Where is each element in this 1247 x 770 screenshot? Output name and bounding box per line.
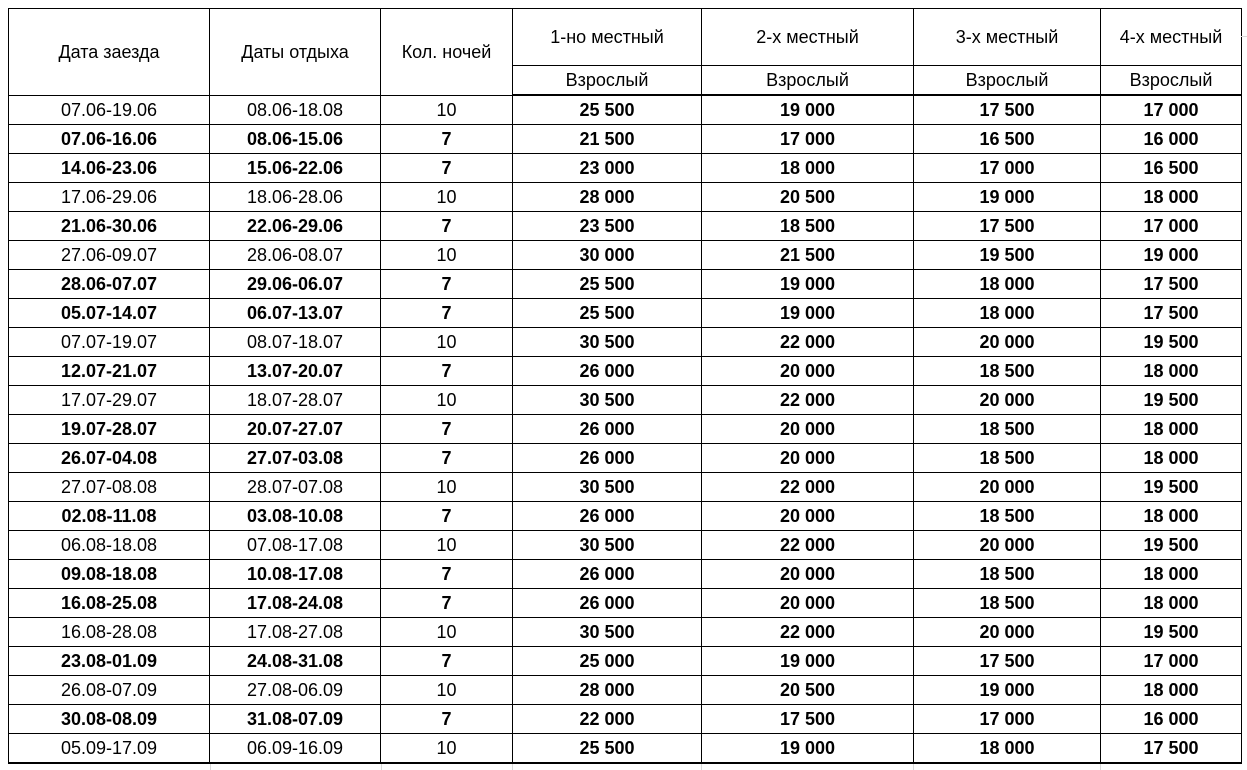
cell-date-in: 07.06-16.06 <box>9 125 210 154</box>
cell-price-double: 18 000 <box>702 154 914 183</box>
cell-price-triple: 18 000 <box>914 270 1101 299</box>
cell-price-double: 19 000 <box>702 270 914 299</box>
cell-price-double: 20 000 <box>702 560 914 589</box>
cell-date-in: 19.07-28.07 <box>9 415 210 444</box>
cell-rest-dates: 27.07-03.08 <box>210 444 381 473</box>
cell-price-quad: 16 000 <box>1101 125 1242 154</box>
cell-rest-dates: 29.06-06.07 <box>210 270 381 299</box>
cell-price-quad: 19 500 <box>1101 531 1242 560</box>
header-double: 2-х местный <box>702 9 914 66</box>
cell-price-single: 23 500 <box>513 212 702 241</box>
price-table <box>8 8 1242 764</box>
sheet-gridline <box>381 764 382 770</box>
cell-nights: 7 <box>381 125 513 154</box>
cell-date-in: 05.07-14.07 <box>9 299 210 328</box>
cell-nights: 7 <box>381 705 513 734</box>
sheet-gridline <box>1100 764 1101 770</box>
cell-price-single: 30 500 <box>513 531 702 560</box>
table-row <box>9 95 1242 125</box>
cell-price-triple: 16 500 <box>914 125 1101 154</box>
cell-price-triple: 20 000 <box>914 531 1101 560</box>
table-row <box>9 531 1242 560</box>
cell-rest-dates: 20.07-27.07 <box>210 415 381 444</box>
cell-price-quad: 17 000 <box>1101 95 1242 125</box>
cell-price-triple: 17 000 <box>914 705 1101 734</box>
cell-price-single: 21 500 <box>513 125 702 154</box>
cell-price-triple: 20 000 <box>914 328 1101 357</box>
cell-rest-dates: 28.07-07.08 <box>210 473 381 502</box>
cell-date-in: 26.08-07.09 <box>9 676 210 705</box>
cell-rest-dates: 15.06-22.06 <box>210 154 381 183</box>
cell-nights: 10 <box>381 241 513 270</box>
cell-rest-dates: 27.08-06.09 <box>210 676 381 705</box>
cell-price-triple: 18 500 <box>914 589 1101 618</box>
header-date-in: Дата заезда <box>9 9 210 96</box>
cell-price-single: 25 500 <box>513 270 702 299</box>
cell-price-single: 23 000 <box>513 154 702 183</box>
cell-price-triple: 20 000 <box>914 473 1101 502</box>
cell-price-double: 20 000 <box>702 357 914 386</box>
cell-nights: 10 <box>381 328 513 357</box>
cell-rest-dates: 17.08-27.08 <box>210 618 381 647</box>
cell-price-triple: 18 000 <box>914 299 1101 328</box>
cell-price-triple: 17 500 <box>914 212 1101 241</box>
cell-price-quad: 17 500 <box>1101 299 1242 328</box>
cell-nights: 7 <box>381 212 513 241</box>
cell-price-double: 19 000 <box>702 734 914 764</box>
cell-price-quad: 19 500 <box>1101 473 1242 502</box>
cell-date-in: 09.08-18.08 <box>9 560 210 589</box>
cell-price-double: 22 000 <box>702 473 914 502</box>
cell-rest-dates: 08.07-18.07 <box>210 328 381 357</box>
cell-price-triple: 20 000 <box>914 386 1101 415</box>
cell-price-single: 25 500 <box>513 95 702 125</box>
cell-rest-dates: 07.08-17.08 <box>210 531 381 560</box>
table-row <box>9 299 1242 328</box>
cell-price-double: 19 000 <box>702 299 914 328</box>
cell-date-in: 07.06-19.06 <box>9 95 210 125</box>
cell-price-quad: 17 500 <box>1101 734 1242 764</box>
cell-price-double: 20 500 <box>702 676 914 705</box>
cell-price-double: 22 000 <box>702 531 914 560</box>
cell-price-double: 17 000 <box>702 125 914 154</box>
cell-nights: 7 <box>381 154 513 183</box>
cell-rest-dates: 08.06-15.06 <box>210 125 381 154</box>
cell-price-quad: 18 000 <box>1101 183 1242 212</box>
cell-rest-dates: 28.06-08.07 <box>210 241 381 270</box>
cell-nights: 7 <box>381 415 513 444</box>
table-row <box>9 560 1242 589</box>
cell-price-quad: 19 500 <box>1101 386 1242 415</box>
cell-price-single: 26 000 <box>513 357 702 386</box>
table-row <box>9 125 1242 154</box>
table-row <box>9 357 1242 386</box>
cell-price-quad: 17 000 <box>1101 212 1242 241</box>
cell-date-in: 16.08-25.08 <box>9 589 210 618</box>
cell-price-quad: 18 000 <box>1101 415 1242 444</box>
cell-nights: 10 <box>381 183 513 212</box>
table-row <box>9 589 1242 618</box>
table-row <box>9 473 1242 502</box>
sheet-gridline <box>1241 36 1247 37</box>
header-single: 1-но местный <box>513 9 702 66</box>
cell-price-single: 25 000 <box>513 647 702 676</box>
cell-price-double: 20 000 <box>702 589 914 618</box>
cell-nights: 7 <box>381 299 513 328</box>
table-row <box>9 328 1242 357</box>
cell-rest-dates: 18.07-28.07 <box>210 386 381 415</box>
table-row <box>9 647 1242 676</box>
header-adult-quad: Взрослый <box>1101 66 1242 96</box>
cell-date-in: 14.06-23.06 <box>9 154 210 183</box>
cell-price-single: 30 500 <box>513 473 702 502</box>
sheet-gridline <box>512 764 513 770</box>
sheet-gridline <box>701 764 702 770</box>
cell-price-single: 30 500 <box>513 618 702 647</box>
cell-rest-dates: 17.08-24.08 <box>210 589 381 618</box>
cell-price-triple: 18 500 <box>914 415 1101 444</box>
header-rest-dates: Даты отдыха <box>210 9 381 96</box>
cell-price-quad: 18 000 <box>1101 560 1242 589</box>
table-row <box>9 618 1242 647</box>
table-row <box>9 705 1242 734</box>
cell-price-quad: 18 000 <box>1101 444 1242 473</box>
cell-price-single: 30 000 <box>513 241 702 270</box>
cell-price-double: 21 500 <box>702 241 914 270</box>
cell-price-single: 22 000 <box>513 705 702 734</box>
table-row <box>9 241 1242 270</box>
cell-price-triple: 18 500 <box>914 444 1101 473</box>
cell-price-quad: 18 000 <box>1101 357 1242 386</box>
cell-price-double: 20 000 <box>702 444 914 473</box>
table-row <box>9 386 1242 415</box>
cell-date-in: 07.07-19.07 <box>9 328 210 357</box>
cell-price-triple: 18 500 <box>914 502 1101 531</box>
cell-nights: 7 <box>381 444 513 473</box>
header-adult-single: Взрослый <box>513 66 702 96</box>
cell-price-double: 19 000 <box>702 95 914 125</box>
cell-nights: 7 <box>381 357 513 386</box>
cell-price-quad: 19 000 <box>1101 241 1242 270</box>
price-table-frame <box>8 8 1242 764</box>
header-nights: Кол. ночей <box>381 9 513 96</box>
cell-price-double: 22 000 <box>702 328 914 357</box>
cell-date-in: 23.08-01.09 <box>9 647 210 676</box>
cell-rest-dates: 06.09-16.09 <box>210 734 381 764</box>
cell-price-double: 22 000 <box>702 386 914 415</box>
cell-price-single: 28 000 <box>513 676 702 705</box>
cell-nights: 10 <box>381 618 513 647</box>
cell-price-triple: 17 500 <box>914 647 1101 676</box>
cell-price-quad: 17 500 <box>1101 270 1242 299</box>
cell-date-in: 17.06-29.06 <box>9 183 210 212</box>
cell-rest-dates: 08.06-18.08 <box>210 95 381 125</box>
cell-price-double: 19 000 <box>702 647 914 676</box>
cell-date-in: 16.08-28.08 <box>9 618 210 647</box>
cell-price-quad: 18 000 <box>1101 589 1242 618</box>
cell-price-triple: 17 500 <box>914 95 1101 125</box>
cell-price-triple: 20 000 <box>914 618 1101 647</box>
cell-date-in: 06.08-18.08 <box>9 531 210 560</box>
cell-price-quad: 16 500 <box>1101 154 1242 183</box>
cell-date-in: 27.06-09.07 <box>9 241 210 270</box>
cell-rest-dates: 13.07-20.07 <box>210 357 381 386</box>
header-adult-triple: Взрослый <box>914 66 1101 96</box>
table-row <box>9 183 1242 212</box>
header-adult-double: Взрослый <box>702 66 914 96</box>
table-row <box>9 676 1242 705</box>
sheet-gridline <box>210 764 211 770</box>
cell-rest-dates: 18.06-28.06 <box>210 183 381 212</box>
cell-price-triple: 18 500 <box>914 357 1101 386</box>
table-row <box>9 270 1242 299</box>
cell-date-in: 05.09-17.09 <box>9 734 210 764</box>
cell-price-double: 22 000 <box>702 618 914 647</box>
cell-price-double: 18 500 <box>702 212 914 241</box>
cell-price-single: 26 000 <box>513 415 702 444</box>
header-row <box>9 9 1242 66</box>
cell-price-single: 25 500 <box>513 299 702 328</box>
cell-price-triple: 17 000 <box>914 154 1101 183</box>
cell-date-in: 26.07-04.08 <box>9 444 210 473</box>
cell-price-quad: 18 000 <box>1101 502 1242 531</box>
cell-price-single: 26 000 <box>513 502 702 531</box>
cell-nights: 7 <box>381 647 513 676</box>
cell-price-triple: 19 000 <box>914 676 1101 705</box>
table-row <box>9 734 1242 764</box>
cell-price-quad: 19 500 <box>1101 328 1242 357</box>
cell-nights: 7 <box>381 502 513 531</box>
cell-price-single: 26 000 <box>513 444 702 473</box>
header-triple: 3-х местный <box>914 9 1101 66</box>
cell-nights: 7 <box>381 270 513 299</box>
table-row <box>9 502 1242 531</box>
cell-nights: 7 <box>381 560 513 589</box>
cell-price-single: 26 000 <box>513 589 702 618</box>
cell-date-in: 30.08-08.09 <box>9 705 210 734</box>
cell-price-triple: 19 000 <box>914 183 1101 212</box>
cell-nights: 10 <box>381 95 513 125</box>
cell-price-triple: 19 500 <box>914 241 1101 270</box>
cell-price-quad: 18 000 <box>1101 676 1242 705</box>
cell-price-double: 17 500 <box>702 705 914 734</box>
cell-nights: 10 <box>381 386 513 415</box>
cell-rest-dates: 06.07-13.07 <box>210 299 381 328</box>
cell-date-in: 28.06-07.07 <box>9 270 210 299</box>
cell-nights: 7 <box>381 589 513 618</box>
cell-rest-dates: 22.06-29.06 <box>210 212 381 241</box>
cell-price-quad: 17 000 <box>1101 647 1242 676</box>
table-row <box>9 444 1242 473</box>
cell-price-triple: 18 500 <box>914 560 1101 589</box>
table-row <box>9 415 1242 444</box>
table-row <box>9 212 1242 241</box>
cell-price-single: 28 000 <box>513 183 702 212</box>
cell-nights: 10 <box>381 676 513 705</box>
cell-nights: 10 <box>381 531 513 560</box>
cell-nights: 10 <box>381 473 513 502</box>
cell-date-in: 27.07-08.08 <box>9 473 210 502</box>
cell-price-double: 20 000 <box>702 415 914 444</box>
cell-date-in: 02.08-11.08 <box>9 502 210 531</box>
cell-date-in: 17.07-29.07 <box>9 386 210 415</box>
cell-price-quad: 16 000 <box>1101 705 1242 734</box>
cell-price-double: 20 500 <box>702 183 914 212</box>
table-row <box>9 154 1242 183</box>
cell-price-single: 30 500 <box>513 386 702 415</box>
sheet-gridline <box>913 764 914 770</box>
cell-date-in: 12.07-21.07 <box>9 357 210 386</box>
cell-rest-dates: 24.08-31.08 <box>210 647 381 676</box>
header-quad: 4-х местный <box>1101 9 1242 66</box>
cell-rest-dates: 10.08-17.08 <box>210 560 381 589</box>
cell-price-single: 25 500 <box>513 734 702 764</box>
cell-rest-dates: 03.08-10.08 <box>210 502 381 531</box>
cell-nights: 10 <box>381 734 513 764</box>
cell-price-double: 20 000 <box>702 502 914 531</box>
cell-rest-dates: 31.08-07.09 <box>210 705 381 734</box>
cell-price-triple: 18 000 <box>914 734 1101 764</box>
cell-date-in: 21.06-30.06 <box>9 212 210 241</box>
cell-price-single: 30 500 <box>513 328 702 357</box>
cell-price-quad: 19 500 <box>1101 618 1242 647</box>
cell-price-single: 26 000 <box>513 560 702 589</box>
